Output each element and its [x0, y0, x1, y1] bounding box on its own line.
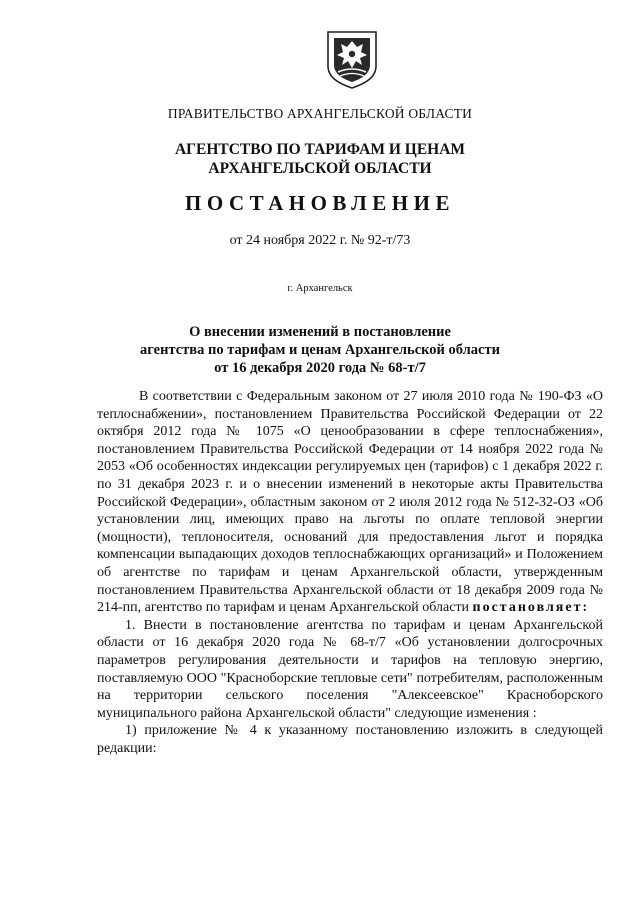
- document-subject: [0, 323, 640, 377]
- subject-line2: агентства по тарифам и ценам Архангельской области: [140, 342, 500, 358]
- clause-1: 1. Внести в постановление агентства по тарифам и ценам Архангельской области от 16 декабря 2020 года № 68-т/7 «Об установлении долгосрочных параметров регулирования деятельности и тарифов на тепловую энергию, поставляемую ООО "Красноборские тепловые сети" потребителям, расположенным на территории сельского поселения "Алексеевское" Красноборского муниципального района Архангельской области" следующие изменения :: [97, 617, 603, 721]
- document-body: [97, 388, 603, 757]
- subject-line3: от 16 декабря 2020 года № 68-т/7: [214, 360, 426, 376]
- preamble-paragraph: [97, 388, 603, 617]
- government-name: ПРАВИТЕЛЬСТВО АРХАНГЕЛЬСКОЙ ОБЛАСТИ: [167, 106, 473, 121]
- agency-name: [0, 140, 640, 178]
- subject-line1: О внесении изменений в постановление: [189, 324, 451, 340]
- document-city: г. Архангельск: [287, 283, 353, 294]
- resolves-word: постановляет:: [472, 600, 590, 616]
- document-date-number: от 24 ноября 2022 г. № 92-т/73: [229, 233, 411, 248]
- document-type: ПОСТАНОВЛЕНИЕ: [185, 191, 455, 215]
- coat-of-arms-icon: [324, 28, 380, 90]
- agency-name-line2: АРХАНГЕЛЬСКОЙ ОБЛАСТИ: [208, 160, 432, 177]
- preamble-text: В соответствии с Федеральным законом от 27 июля 2010 года № 190-ФЗ «О теплоснабжении», постановлением Правительства Российской Федерации от 22 октября 2012 года № 1075 «О ценообразовании в сфере теплоснабжения», постановлением Правительства Российской Федерации от 14 ноября 2022 года № 2053 «Об особенностях индексации регулируемых цен (тарифов) с 1 декабря 2022 г. по 31 декабря 2023 г. и о внесении изменений в некоторые акты Правительства Российской Федерации», областным законом от 2 июля 2012 года № 512-32-ОЗ «Об установлении лиц, имеющих право на льготы по оплате тепловой энергии (мощности), теплоносителя, оснований для предоставления льгот и порядка компенсации выпадающих доходов теплоснабжающих организаций» и Положением об агентстве по тарифам и ценам Архангельской области, утвержденным постановлением Правительства Архангельской области от 18 декабря 2009 года № 214-пп, агентство по тарифам и ценам Архангельской области: [97, 389, 603, 616]
- clause-1-1: 1) приложение № 4 к указанному постановлению изложить в следующей редакции:: [97, 723, 603, 756]
- agency-name-line1: АГЕНТСТВО ПО ТАРИФАМ И ЦЕНАМ: [174, 141, 466, 158]
